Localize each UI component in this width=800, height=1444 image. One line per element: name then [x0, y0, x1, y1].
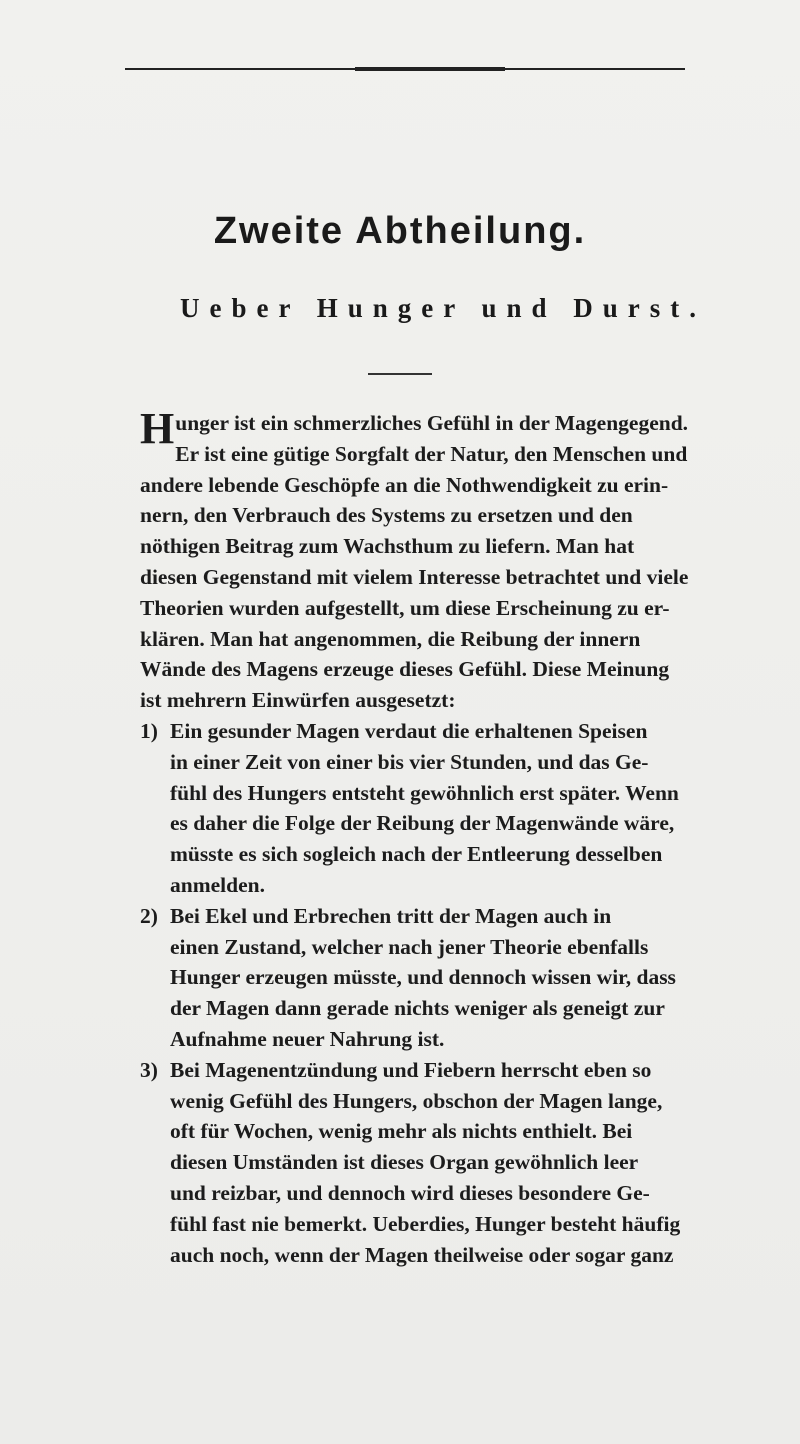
- section-heading: Zweite Abtheilung.: [213, 210, 587, 252]
- intro-paragraph: [140, 404, 720, 716]
- text-line: andere lebende Geschöpfe an die Nothwendigkeit zu erin-: [140, 472, 669, 497]
- text-line: diesen Umständen ist dieses Organ gewöhnlich leer: [170, 1150, 639, 1175]
- text-line: Ein gesunder Magen verdaut die erhaltenen Speisen: [170, 718, 648, 743]
- text-line: Hunger erzeugen müsste, und dennoch wissen wir, dass: [170, 965, 676, 990]
- text-line: nern, den Verbrauch des Systems zu ersetzen und den: [140, 503, 633, 528]
- list-item-1: [140, 716, 720, 901]
- text-line: Er ist eine gütige Sorgfalt der Natur, den Menschen und: [175, 441, 688, 466]
- item-number: 2): [140, 903, 158, 928]
- text-line: Bei Magenentzündung und Fiebern herrscht eben so: [170, 1057, 652, 1082]
- text-line: auch noch, wenn der Magen theilweise oder sogar ganz: [170, 1242, 674, 1267]
- text-line: fühl des Hungers entsteht gewöhnlich erst später. Wenn: [170, 780, 679, 805]
- text-line: klären. Man hat angenommen, die Reibung der innern: [140, 626, 641, 651]
- text-line: und reizbar, und dennoch wird dieses besondere Ge-: [170, 1180, 650, 1205]
- section-subheading: Ueber Hunger und Durst.: [180, 293, 707, 323]
- divider-rule: [368, 373, 432, 375]
- top-rule: [125, 68, 685, 70]
- text-line: in einer Zeit von einer bis vier Stunden, und das Ge-: [170, 749, 649, 774]
- drop-cap: H: [140, 404, 175, 453]
- text-line: der Magen dann gerade nichts weniger als geneigt zur: [170, 996, 665, 1021]
- text-line: es daher die Folge der Reibung der Magenwände wäre,: [170, 811, 675, 836]
- text-line: müsste es sich sogleich nach der Entleerung desselben: [170, 842, 663, 867]
- text-line: Bei Ekel und Erbrechen tritt der Magen auch in: [170, 903, 612, 928]
- text-line: nöthigen Beitrag zum Wachsthum zu liefern. Man hat: [140, 534, 635, 559]
- list-item-3: [140, 1055, 720, 1271]
- text-line: fühl fast nie bemerkt. Ueberdies, Hunger besteht häufig: [170, 1211, 681, 1236]
- text-line: anmelden.: [170, 872, 265, 897]
- item-number: 1): [140, 718, 158, 743]
- text-line: Wände des Magens erzeuge dieses Gefühl. Diese Meinung: [140, 657, 670, 682]
- text-line: wenig Gefühl des Hungers, obschon der Magen lange,: [170, 1088, 663, 1113]
- list-item-2: [140, 901, 720, 1055]
- text-line: unger ist ein schmerzliches Gefühl in der Magengegend.: [175, 411, 689, 435]
- item-number: 3): [140, 1057, 158, 1082]
- body-text: [140, 404, 720, 1270]
- text-line: Theorien wurden aufgestellt, um diese Erscheinung zu er-: [140, 595, 670, 620]
- text-line: einen Zustand, welcher nach jener Theorie ebenfalls: [170, 934, 649, 959]
- text-line: ist mehrern Einwürfen ausgesetzt:: [140, 688, 456, 713]
- text-line: diesen Gegenstand mit vielem Interesse betrachtet und viele: [140, 564, 689, 589]
- text-line: Aufnahme neuer Nahrung ist.: [170, 1026, 445, 1051]
- text-line: oft für Wochen, wenig mehr als nichts enthielt. Bei: [170, 1119, 633, 1144]
